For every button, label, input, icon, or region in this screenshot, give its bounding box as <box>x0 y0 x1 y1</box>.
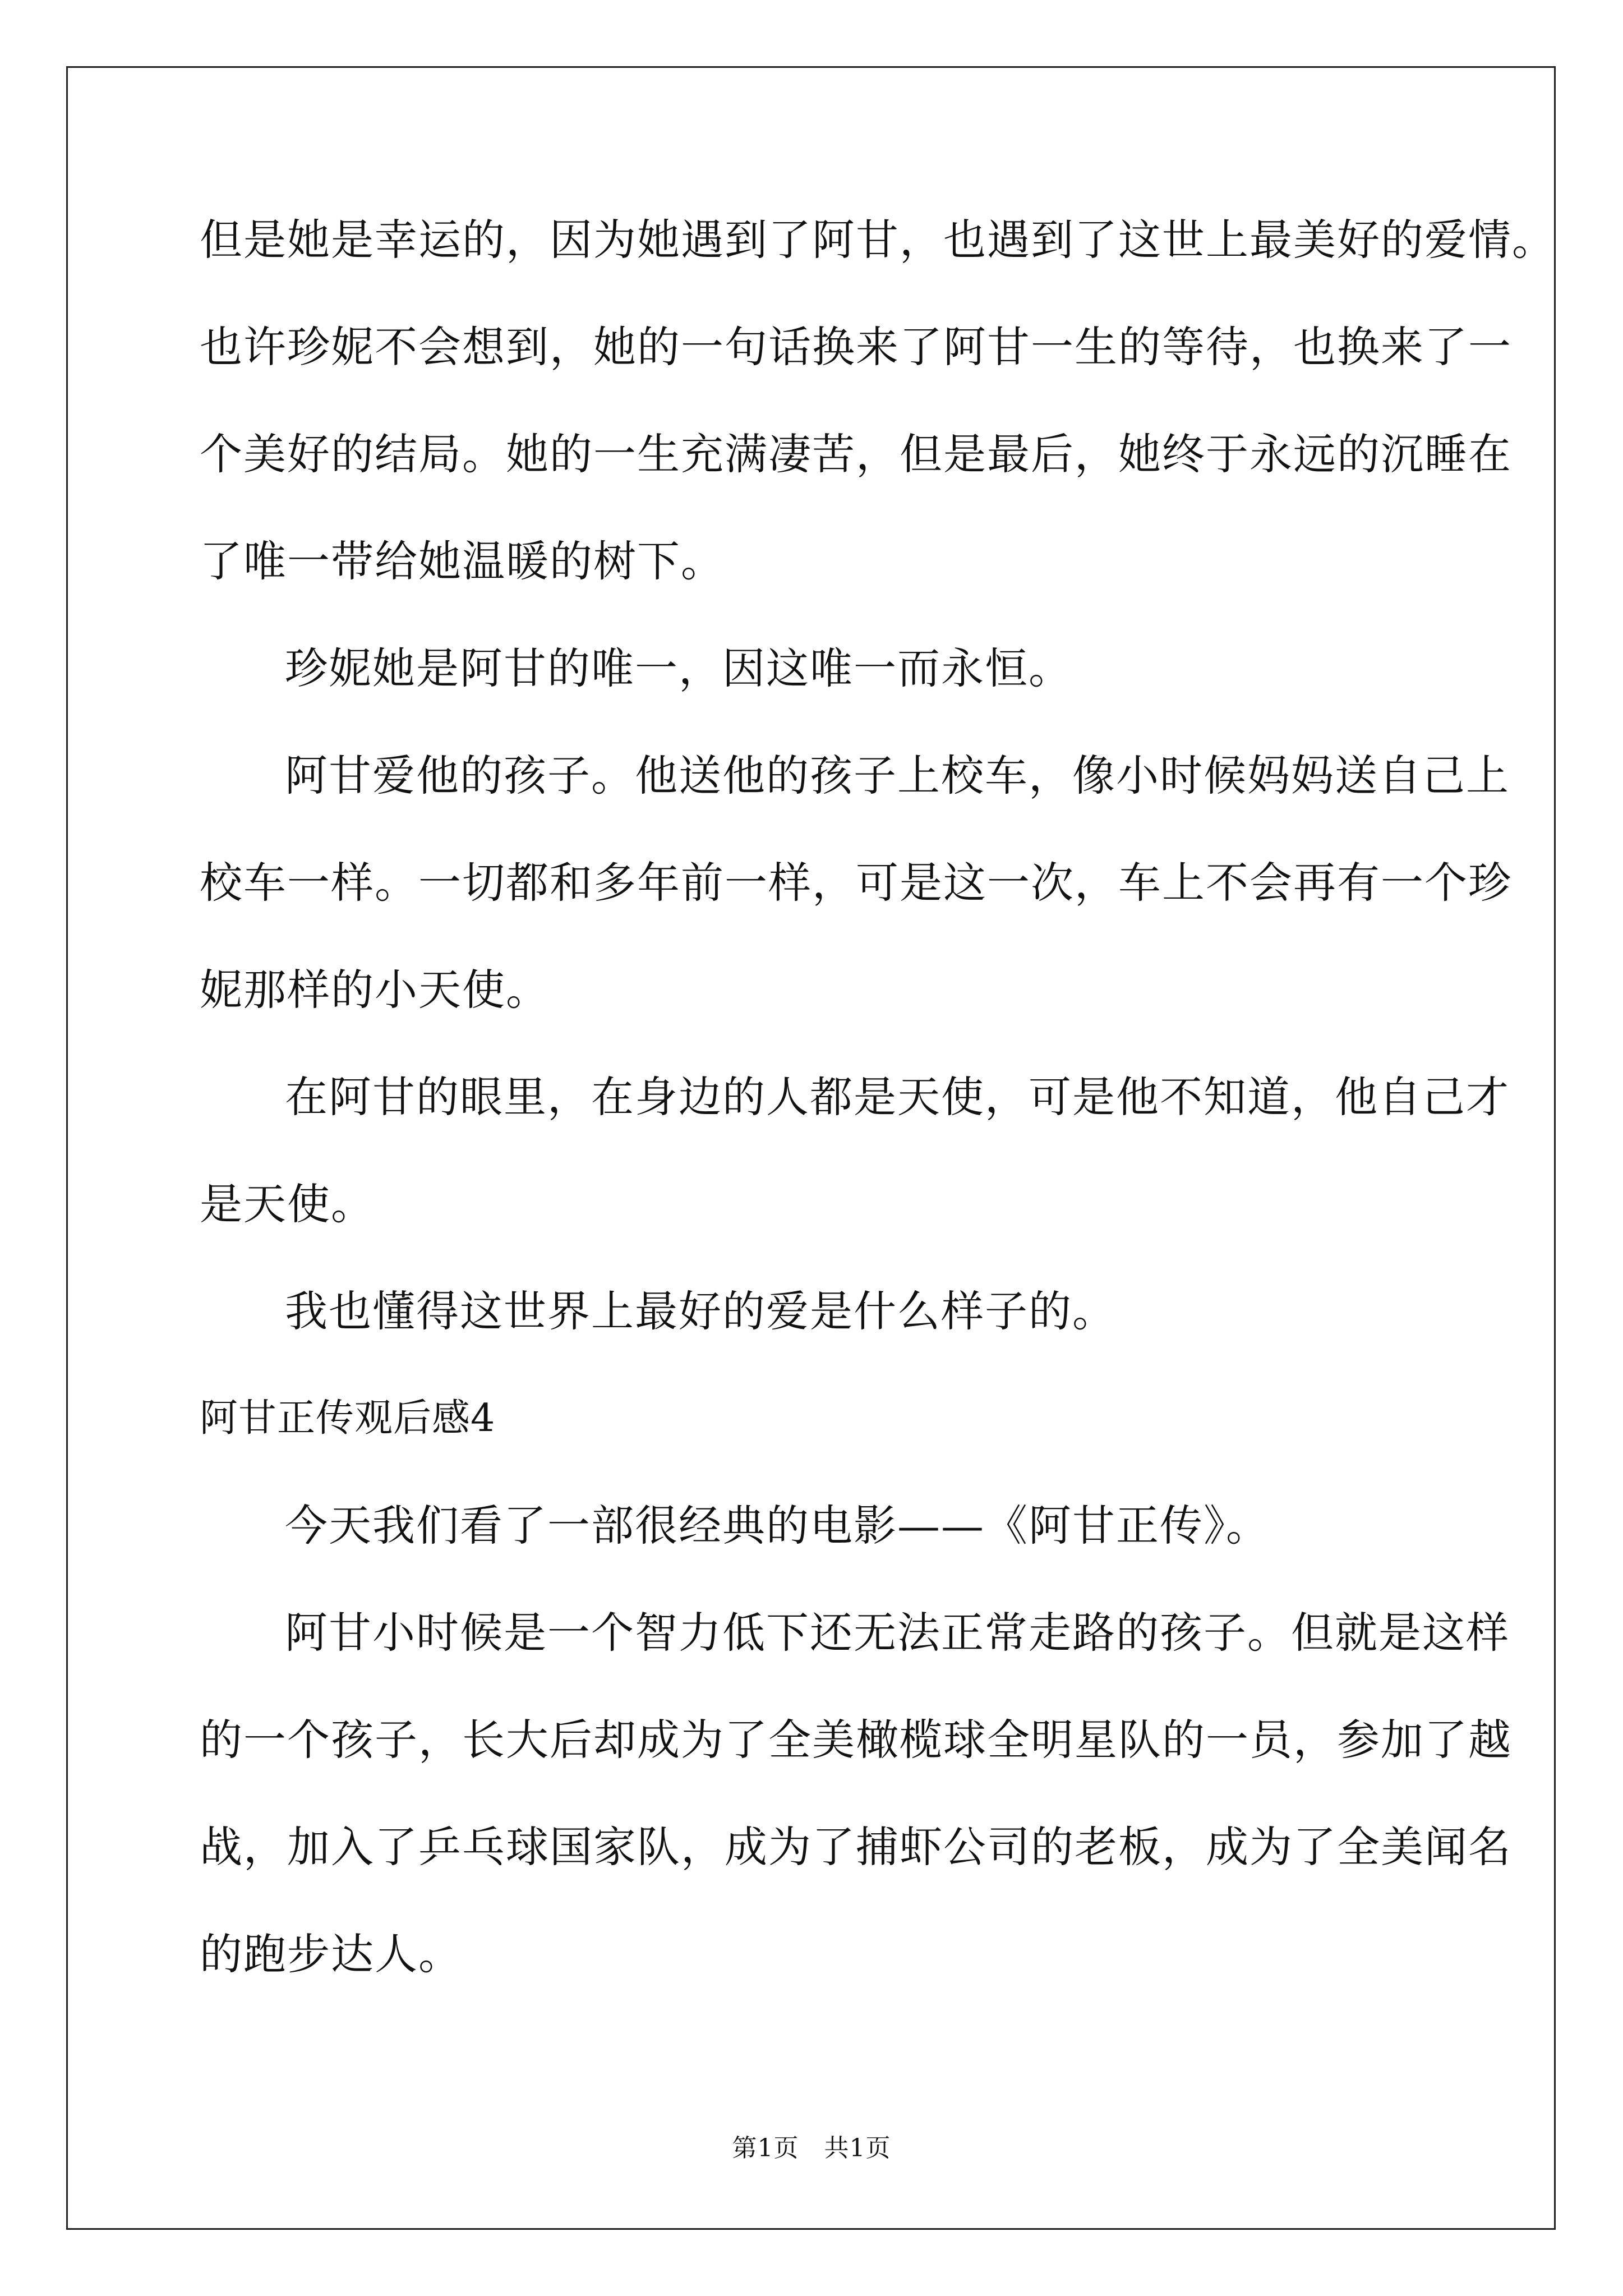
text-line-7: 校车一样。一切都和多年前一样，可是这一次，车上不会再有一个珍 <box>200 858 1512 908</box>
text-line-6: 阿甘爱他的孩子。他送他的孩子上校车，像小时候妈妈送自己上 <box>285 751 1510 800</box>
text-line-8: 妮那样的小天使。 <box>200 965 550 1015</box>
text-line-4: 了唯一带给她温暖的树下。 <box>200 536 725 586</box>
page-number-footer: 第1页 共1页 <box>732 2134 891 2162</box>
text-line-5: 珍妮她是阿甘的唯一，因这唯一而永恒。 <box>285 643 1072 693</box>
text-line-14: 的一个孩子，长大后却成为了全美橄榄球全明星队的一员，参加了越 <box>200 1715 1512 1765</box>
text-line-3: 个美好的结局。她的一生充满凄苦，但是最后，她终于永远的沉睡在 <box>200 429 1512 479</box>
text-line-13: 阿甘小时候是一个智力低下还无法正常走路的孩子。但就是这样 <box>285 1608 1510 1658</box>
section-heading: 阿甘正传观后感4 <box>200 1396 496 1441</box>
document-body <box>200 213 1556 2035</box>
text-line-12: 今天我们看了一部很经典的电影——《阿甘正传》。 <box>285 1501 1270 1550</box>
text-line-1: 但是她是幸运的，因为她遇到了阿甘，也遇到了这世上最美好的爱情。 <box>200 215 1556 265</box>
text-line-16: 的跑步达人。 <box>200 1929 462 1979</box>
text-line-10: 是天使。 <box>200 1179 375 1229</box>
text-line-11: 我也懂得这世界上最好的爱是什么样子的。 <box>285 1286 1116 1336</box>
text-line-9: 在阿甘的眼里，在身边的人都是天使，可是他不知道，他自己才 <box>285 1072 1510 1122</box>
text-line-15: 战，加入了乒乓球国家队，成为了捕虾公司的老板，成为了全美闻名 <box>200 1822 1512 1872</box>
text-line-2: 也许珍妮不会想到，她的一句话换来了阿甘一生的等待，也换来了一 <box>200 322 1512 372</box>
